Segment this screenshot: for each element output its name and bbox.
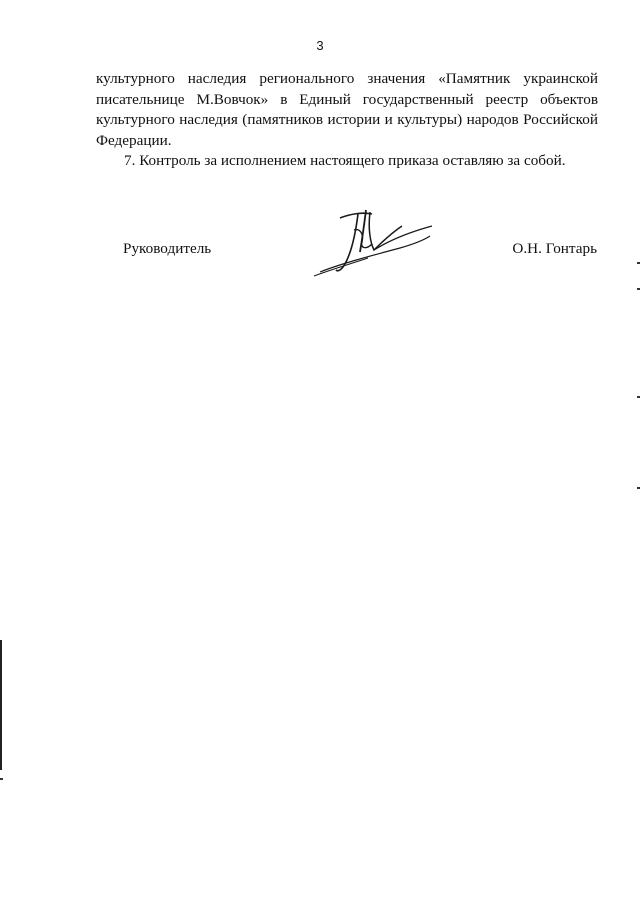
body-line-3: культурного наследия (памятников истории и культуры) народов Российской: [96, 111, 598, 128]
paragraph-item-7: 7. Контроль за исполнением настоящего приказа оставляю за собой.: [124, 152, 566, 169]
document-body: [96, 69, 598, 172]
handwritten-signature: [310, 200, 440, 280]
scan-artifact: [0, 778, 3, 780]
body-line-1: культурного наследия регионального значения «Памятник украинской: [96, 70, 598, 87]
signatory-name: О.Н. Гонтарь: [512, 240, 597, 257]
body-line-2: писательнице М.Вовчок» в Единый государственный реестр объектов: [96, 90, 598, 108]
body-line-4: Федерации.: [96, 131, 172, 149]
page-number: 3: [316, 38, 324, 53]
scan-edge-mark: [0, 640, 2, 770]
signatory-role: Руководитель: [123, 240, 212, 257]
